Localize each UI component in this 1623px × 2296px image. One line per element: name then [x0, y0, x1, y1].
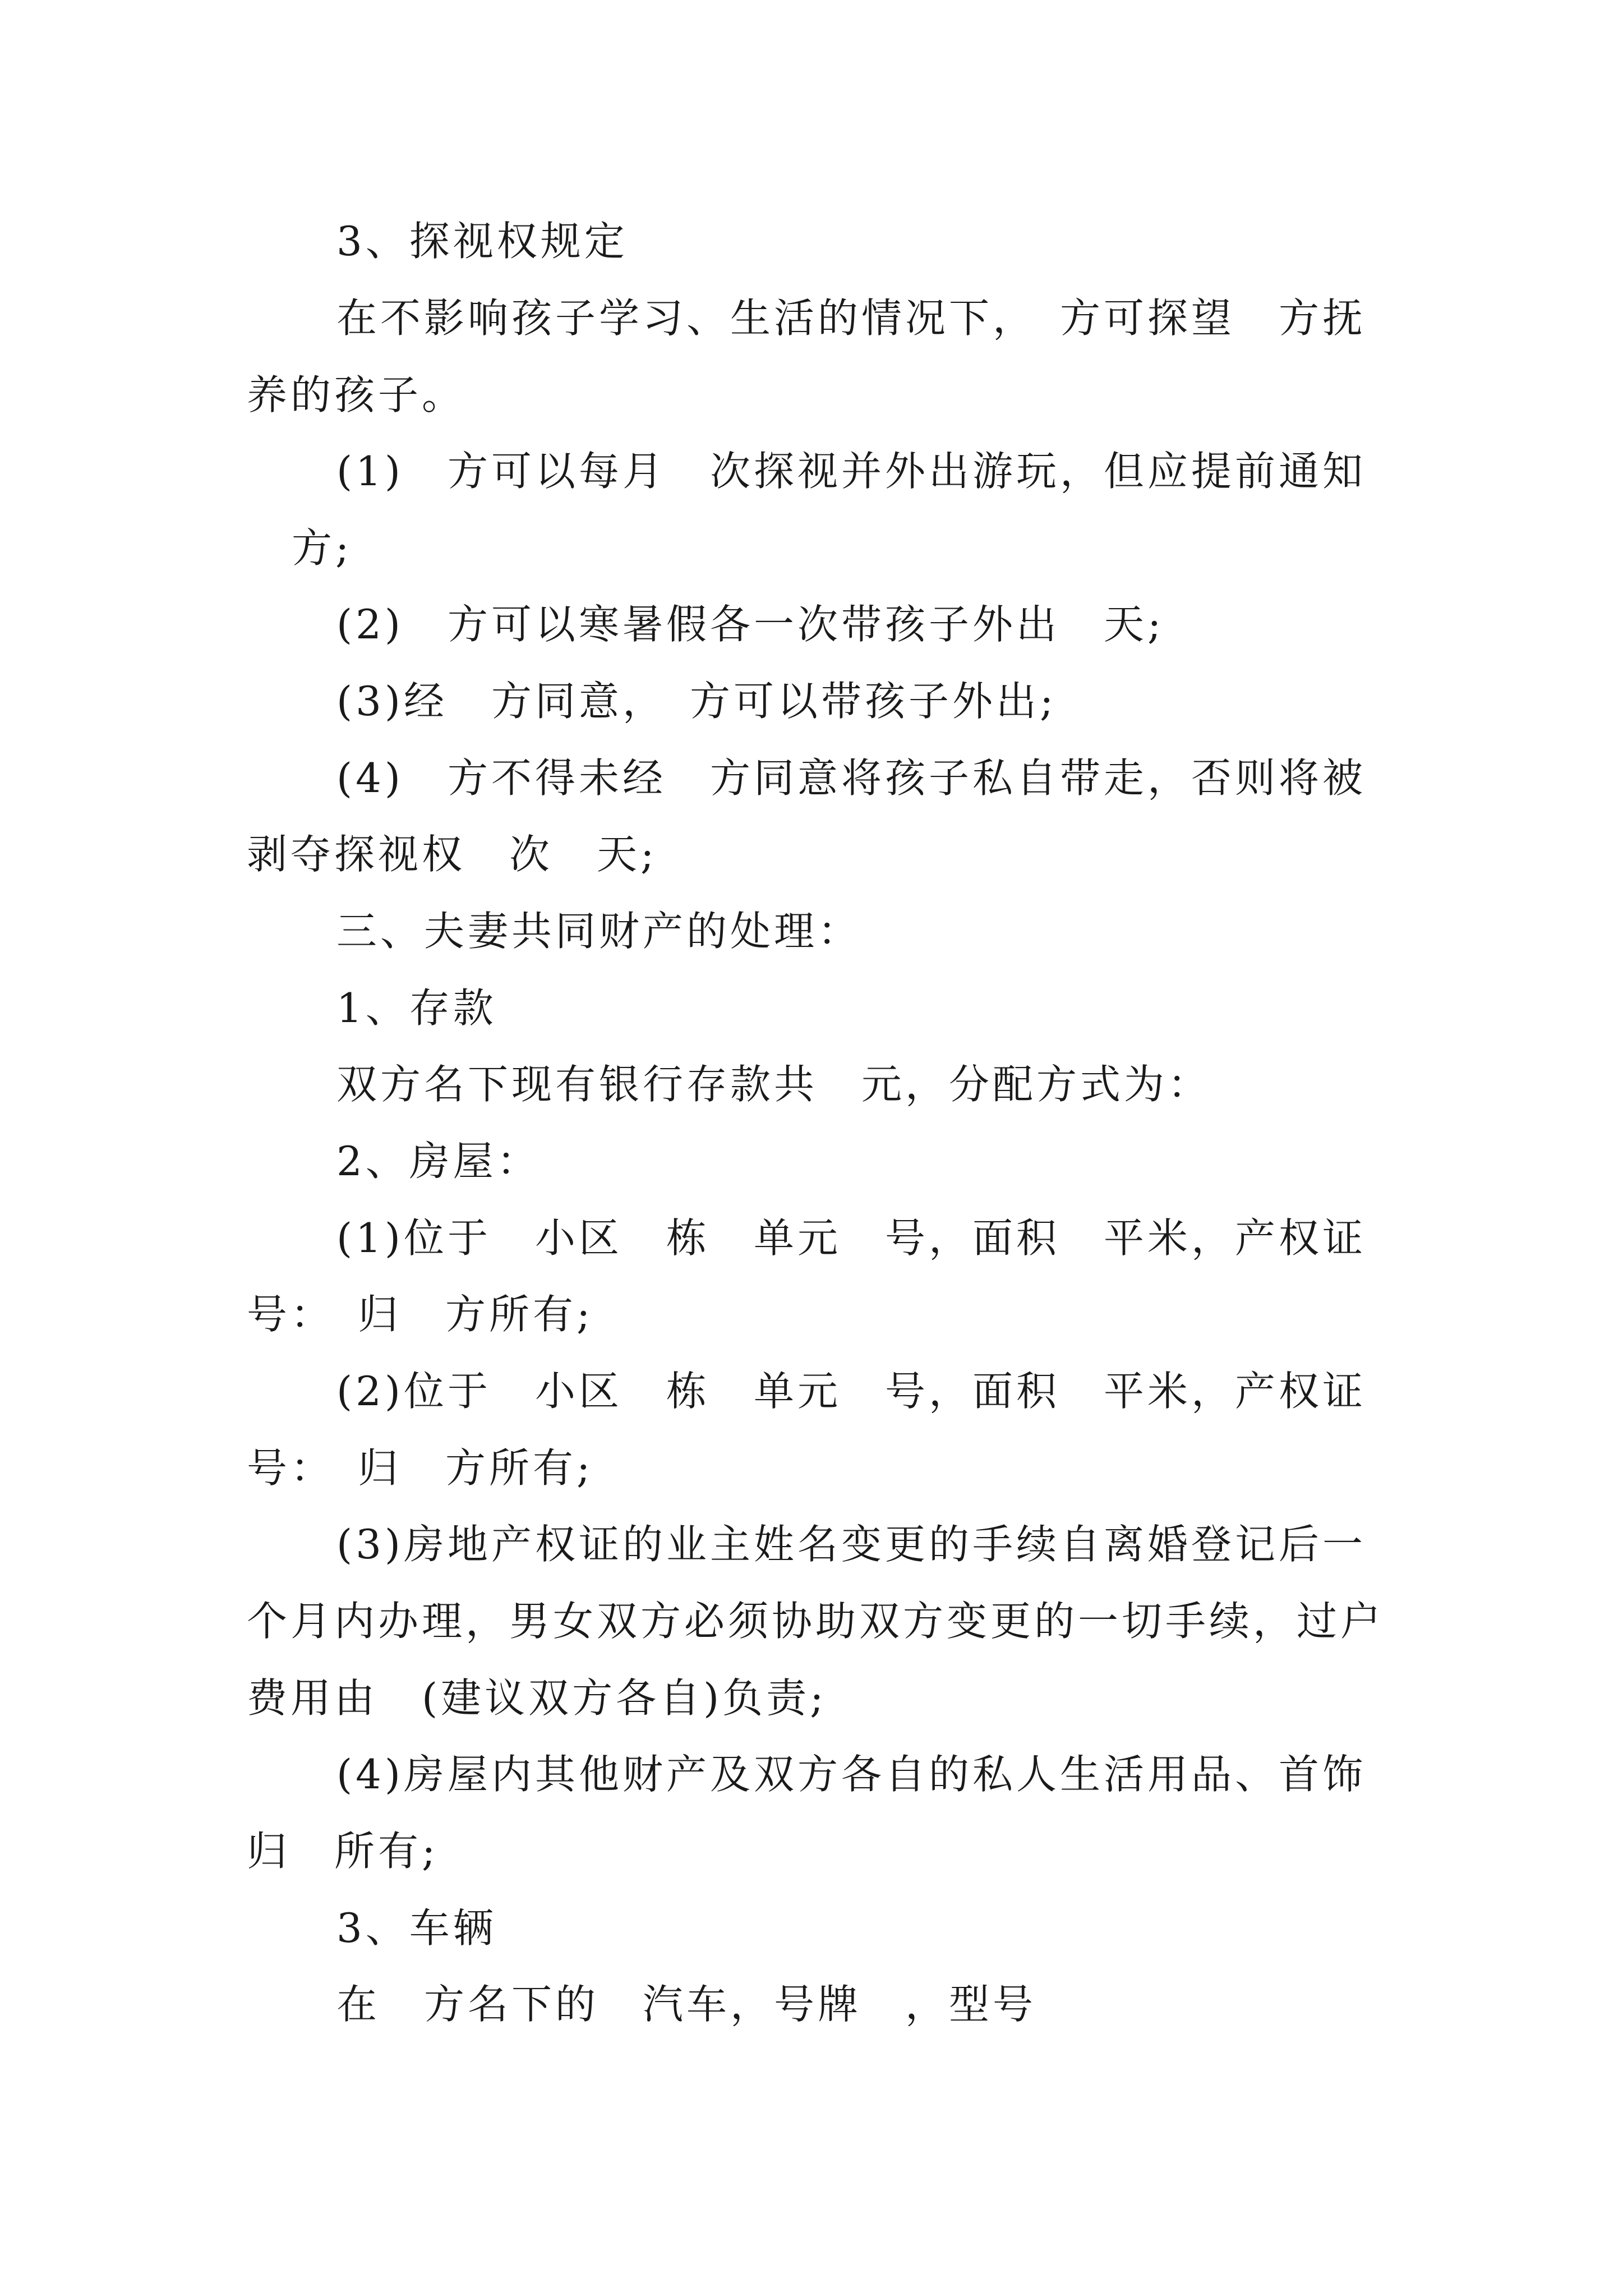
list-item-line: 费用由 (建议双方各自)负责;	[247, 1674, 827, 1722]
list-item-line: (3)经 方同意， 方可以带孩子外出;	[336, 678, 1057, 725]
subsection-heading-house: 2、房屋：	[336, 1138, 541, 1185]
subsection-heading-vehicle: 3、车辆	[336, 1904, 497, 1952]
list-item-line: (2)位于 小区 栋 单元 号，面积 平米，产权证	[336, 1368, 1366, 1415]
list-item-line: 归 所有;	[247, 1828, 439, 1875]
list-item-line: (3)房地产权证的业主姓名变更的手续自离婚登记后一	[336, 1521, 1366, 1568]
list-item-line: 方;	[292, 524, 353, 572]
list-item-line: (1)位于 小区 栋 单元 号，面积 平米，产权证	[336, 1214, 1366, 1262]
paragraph-line: 双方名下现有银行存款共 元，分配方式为：	[336, 1061, 1212, 1108]
section-heading-visitation: 3、探视权规定	[336, 218, 628, 265]
paragraph-line: 养的孩子。	[247, 371, 466, 418]
list-item-line: 剥夺探视权 次 天;	[247, 831, 658, 878]
list-item-line: 个月内办理，男女双方必须协助双方变更的一切手续，过户	[247, 1598, 1385, 1645]
list-item-line: 号： 归 方所有;	[247, 1444, 594, 1492]
list-item-line: (2) 方可以寒暑假各一次带孩子外出 天;	[336, 601, 1165, 648]
list-item-line: 号： 归 方所有;	[247, 1291, 594, 1338]
subsection-heading-deposit: 1、存款	[336, 984, 497, 1032]
list-item-line: (1) 方可以每月 次探视并外出游玩，但应提前通知	[336, 448, 1366, 495]
list-item-line: (4) 方不得未经 方同意将孩子私自带走，否则将被	[336, 754, 1366, 802]
section-heading-property: 三、夫妻共同财产的处理：	[336, 908, 862, 955]
paragraph-line: 在 方名下的 汽车，号牌 ，型号	[336, 1981, 1037, 2028]
list-item-line: (4)房屋内其他财产及双方各自的私人生活用品、首饰	[336, 1751, 1366, 1798]
paragraph-line: 在不影响孩子学习、生活的情况下， 方可探望 方抚	[336, 295, 1367, 342]
